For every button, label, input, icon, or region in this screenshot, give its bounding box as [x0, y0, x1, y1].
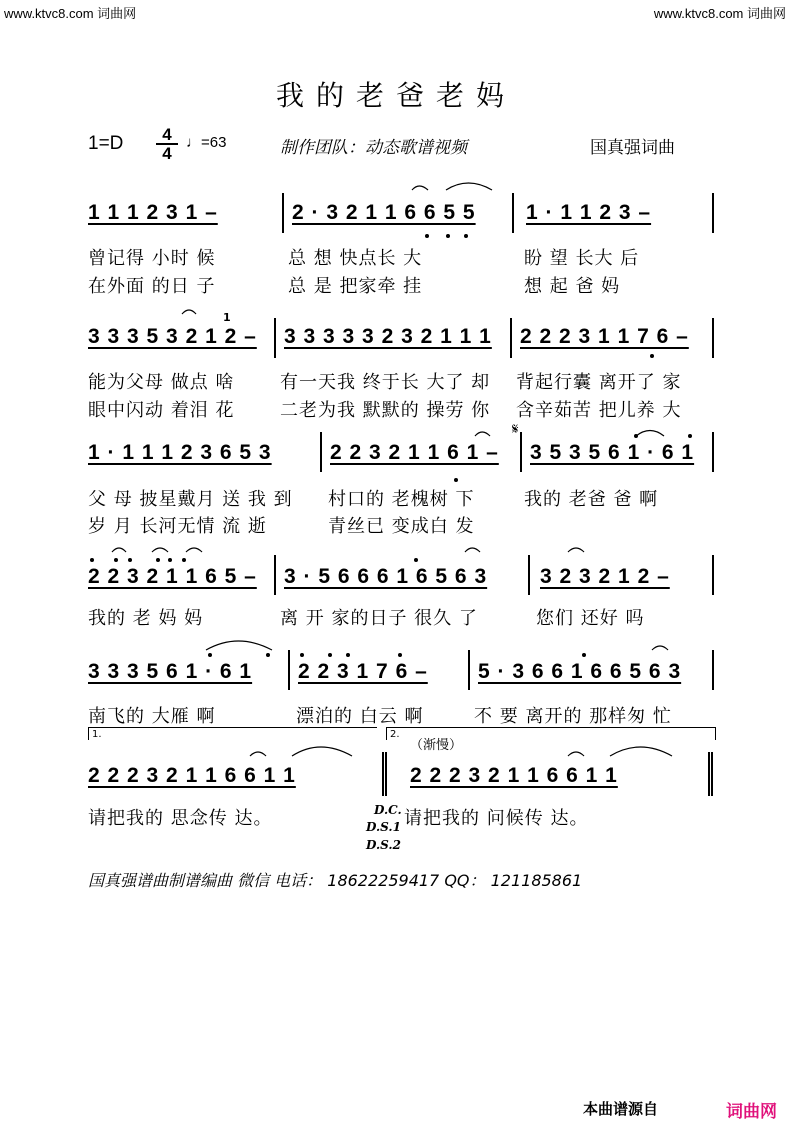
notes-row4-m1: 2 2 3 2 1 1 6 5 – [88, 565, 257, 588]
first-ending-sup: 1 [223, 311, 231, 324]
time-signature-top: 4 [162, 125, 172, 144]
slur [636, 431, 664, 437]
dot-above [114, 558, 118, 562]
dot-above [414, 558, 418, 562]
dot-above [156, 558, 160, 562]
dot-above [634, 434, 638, 438]
slur [186, 548, 202, 552]
notes-row5-m2: 2 2 3 1 7 6 – [298, 660, 428, 683]
dot-above [90, 558, 94, 562]
slur [250, 752, 266, 756]
lyric-row5-b: 漂泊的 白云 啊 [296, 706, 424, 727]
dot-below [454, 478, 458, 482]
dot-above [688, 434, 692, 438]
song-title: 我的老爸老妈 [275, 79, 516, 112]
lyric-row1-v1-a: 曾记得 小时 候 [88, 248, 216, 269]
notes-row3-m1: 1 · 1 1 1 2 3 6 5 3 [88, 441, 272, 464]
slur [568, 752, 584, 756]
watermark-right: www.ktvc8.com 词曲网 [653, 6, 786, 21]
notes-row3-m3: 3 5 3 5 6 1 · 6 1 [530, 441, 695, 464]
dot-below [446, 234, 450, 238]
ritardando-mark: （渐慢） [410, 738, 463, 753]
notes-row5-m1: 3 3 3 5 6 1 · 6 1 [88, 660, 253, 683]
lyric-row2-v2-a: 眼中闪动 着泪 花 [88, 400, 235, 421]
lyric-row4-a: 我的 老 妈 妈 [88, 608, 204, 629]
lyric-row1-v1-c: 盼 望 长大 后 [524, 248, 640, 269]
slur [182, 310, 196, 314]
slur [152, 548, 168, 552]
notes-row4-m2: 3 · 5 6 6 6 1 6 5 6 3 [284, 565, 488, 588]
footer-credits: 国真强谱曲制谱编曲 微信 电话： 18622259417 QQ： 121185861 [88, 871, 583, 890]
source-label: 本曲谱源自 [583, 1100, 659, 1118]
lyric-row2-v1-c: 背起行囊 离开了 家 [516, 372, 682, 393]
site-logo[interactable]: 词曲网 [726, 1102, 777, 1122]
dot-below [464, 234, 468, 238]
dot-above [182, 558, 186, 562]
notes-row6-ending2: 2 2 2 3 2 1 1 6 6 1 1 [410, 764, 618, 787]
dot-above [582, 653, 586, 657]
production-team: 制作团队：动态歌谱视频 [280, 138, 467, 158]
notes-row3-m2: 2 2 3 2 1 1 6 1 – [330, 441, 499, 464]
composer-credit: 国真强词曲 [590, 138, 675, 158]
notes-row1-m3: 1 · 1 1 2 3 – [526, 201, 652, 224]
slur [475, 432, 490, 436]
lyric-row5-a: 南飞的 大雁 啊 [88, 706, 216, 727]
slur [465, 548, 480, 552]
lyric-row5-c: 不 要 离开的 那样匆 忙 [474, 706, 672, 727]
slur [206, 641, 272, 650]
lyric-row2-v2-c: 含辛茹苦 把儿养 大 [516, 400, 682, 421]
lyric-row3-v2-b: 青丝已 变成白 发 [328, 516, 475, 537]
lyric-row6-a: 请把我的 思念传 达。 [88, 808, 273, 829]
lyric-row2-v2-b: 二老为我 默默的 操劳 你 [280, 400, 491, 421]
notes-row4-m3: 3 2 3 2 1 2 – [540, 565, 670, 588]
dc-mark: D.C. [374, 803, 402, 817]
tempo-mark: ♩=63 [186, 134, 227, 151]
notes-row2-m3: 2 2 2 3 1 1 7 6 – [520, 325, 689, 348]
time-signature-bottom: 4 [156, 143, 178, 162]
slur [292, 747, 352, 756]
dot-above [168, 558, 172, 562]
lyric-row3-v1-c: 我的 老爸 爸 啊 [524, 489, 659, 510]
slur [652, 646, 668, 650]
volta-label-2: 2. [390, 729, 400, 740]
slur [568, 548, 584, 552]
slur [412, 186, 428, 190]
notes-row2-m1: 3 3 3 5 3 2 1 2 – [88, 325, 257, 348]
dot-above [398, 653, 402, 657]
notes-row2-m2: 3 3 3 3 3 2 3 2 1 1 1 [284, 325, 492, 348]
lyric-row1-v1-b: 总 想 快点长 大 [288, 248, 423, 269]
dot-below [425, 234, 429, 238]
slur [610, 747, 672, 756]
key-signature: 1=D [88, 133, 124, 154]
lyric-row1-v2-a: 在外面 的日 子 [88, 276, 216, 297]
dot-above [346, 653, 350, 657]
lyric-row2-v1-a: 能为父母 做点 啥 [88, 372, 235, 393]
dot-above [328, 653, 332, 657]
notes-row6-ending1: 2 2 2 3 2 1 1 6 6 1 1 [88, 764, 296, 787]
lyric-row1-v2-b: 总 是 把家牵 挂 [288, 276, 423, 297]
volta-label-1: 1. [92, 729, 102, 740]
notes-row1-m2: 2 · 3 2 1 1 6 6 5 5 [292, 201, 476, 224]
dot-above [266, 653, 270, 657]
lyric-row3-v2-a: 岁 月 长河无情 流 逝 [88, 516, 267, 537]
dot-below [650, 354, 654, 358]
segno-sign: 𝄋 [512, 420, 519, 438]
lyric-row4-c: 您们 还好 吗 [536, 608, 645, 629]
lyric-row3-v1-b: 村口的 老槐树 下 [328, 489, 475, 510]
slur [112, 548, 126, 552]
ds2-mark: D.S.2 [366, 838, 401, 852]
lyric-row3-v1-a: 父 母 披星戴月 送 我 到 [88, 489, 293, 510]
notes-row1-m1: 1 1 1 2 3 1 – [88, 201, 218, 224]
slur [446, 183, 492, 190]
lyric-row1-v2-c: 想 起 爸 妈 [524, 276, 621, 297]
ds1-mark: D.S.1 [366, 820, 401, 834]
lyric-row4-b: 离 开 家的日子 很久 了 [280, 608, 478, 629]
dot-above [128, 558, 132, 562]
lyric-row6-b: 请把我的 问候传 达。 [404, 808, 589, 829]
watermark-left: www.ktvc8.com 词曲网 [4, 6, 137, 21]
lyric-row2-v1-b: 有一天我 终于长 大了 却 [280, 372, 491, 393]
dot-above [208, 653, 212, 657]
dot-above [300, 653, 304, 657]
notes-row5-m3: 5 · 3 6 6 1 6 6 5 6 3 [478, 660, 682, 683]
